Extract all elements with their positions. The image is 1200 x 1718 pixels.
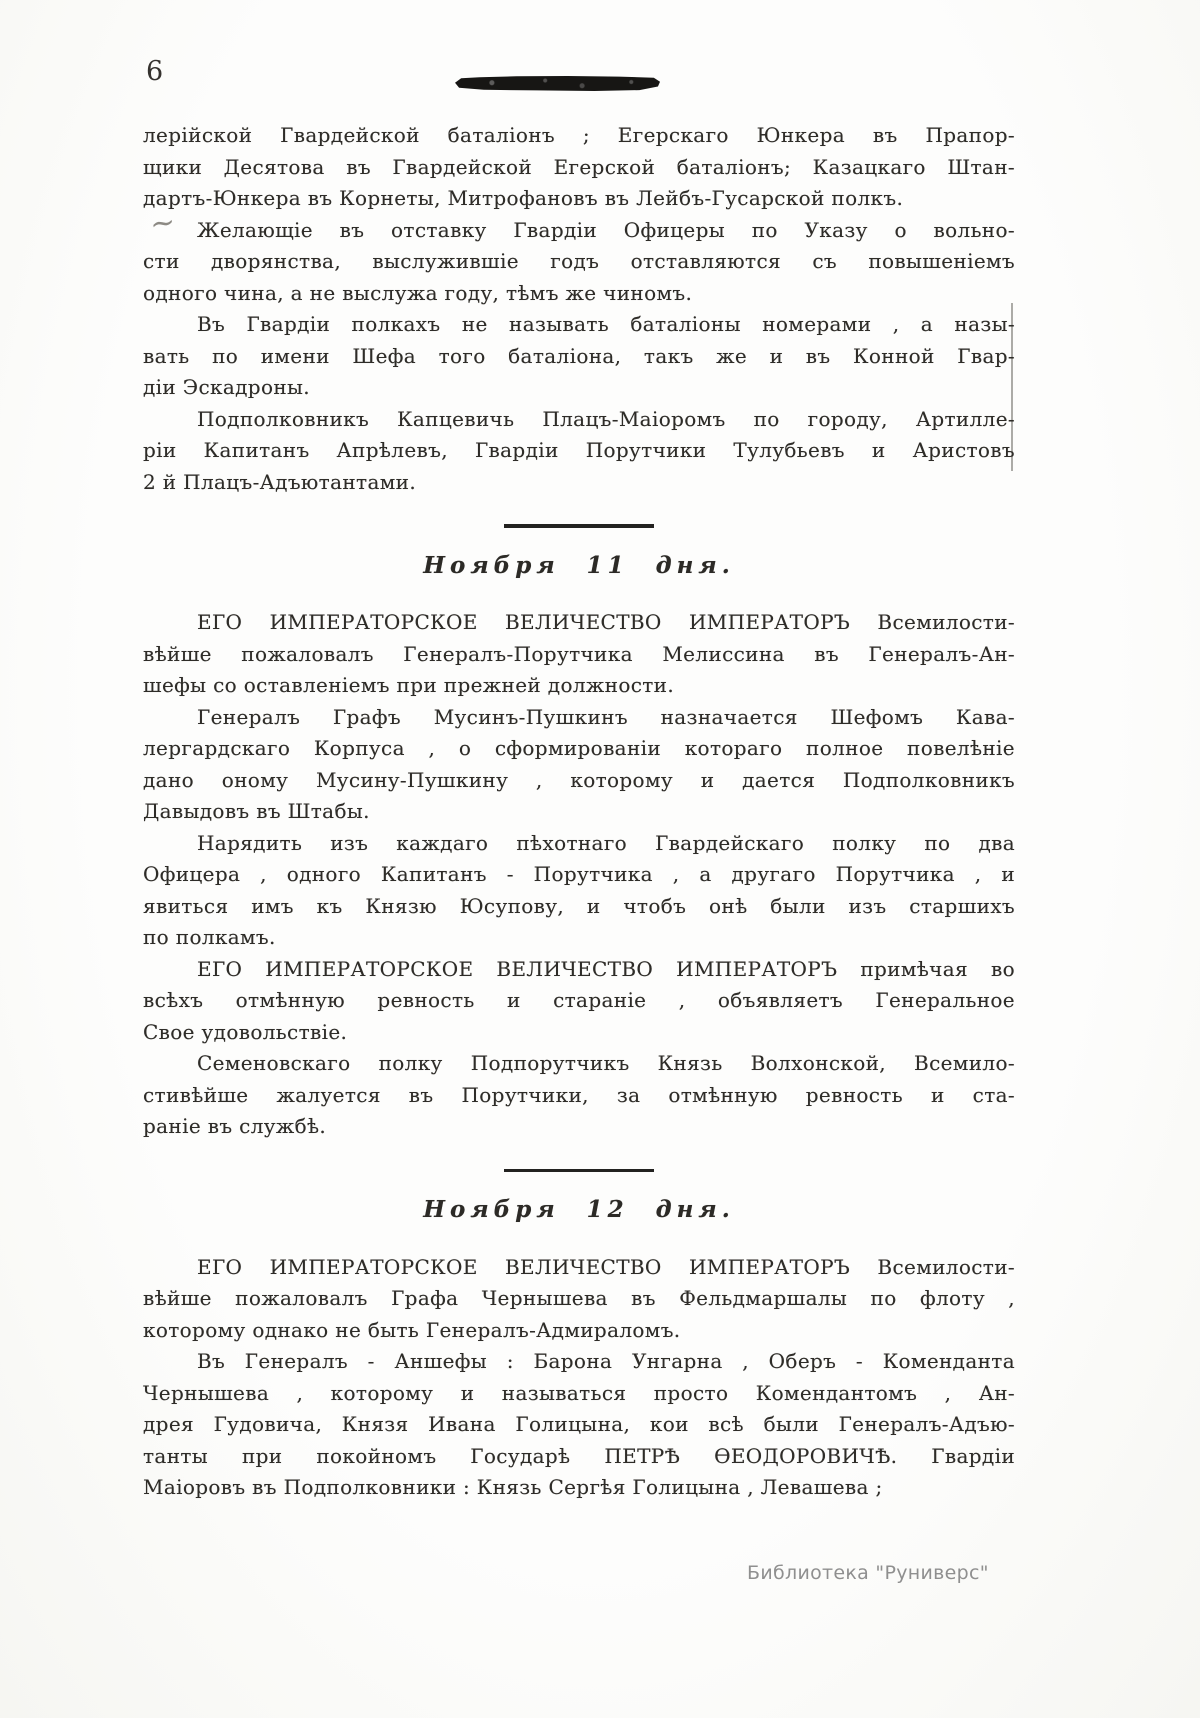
paragraph <box>143 1252 1015 1347</box>
text-line: танты при покойномъ Государѣ ПЕТРѢ ѲЕОДОРОВИЧѢ. Гвардіи <box>143 1443 1015 1468</box>
text-line: лергардскаго Корпуса , о сформированіи котораго полное повелѣніе <box>143 736 1015 760</box>
paragraph <box>143 607 1015 702</box>
text-line: Семеновскаго полку Подпорутчикъ Князь Волхонской, Всемило- <box>197 1051 1015 1075</box>
text-line: всѣхъ отмѣнную ревность и стараніе , объявляетъ Генеральное <box>143 988 1015 1012</box>
text-line: Въ Гвардіи полкахъ не называть баталіоны номерами , а назы- <box>197 312 1015 336</box>
paragraph <box>143 215 1015 310</box>
text-line: ЕГО ИМПЕРАТОРСКОЕ ВЕЛИЧЕСТВО ИМПЕРАТОРЪ Всемилости- <box>197 610 1015 634</box>
text-line: одного чина, а не выслужа году, тѣмъ же чиномъ. <box>143 280 693 305</box>
paragraph <box>143 309 1015 404</box>
text-line: дартъ-Юнкера въ Корнеты, Митрофановъ въ Лейбъ-Гусарской полкъ. <box>143 186 904 210</box>
section-heading-nov-11: Ноября 11 дня. <box>423 551 735 579</box>
text-line: дрея Гудовича, Князя Ивана Голицына, кои всѣ были Генералъ-Адъю- <box>143 1412 1015 1436</box>
text-line: щики Десятова въ Гвардейской Егерской баталіонъ; Казацкаго Штан- <box>143 154 1015 179</box>
text-line: по полкамъ. <box>143 925 276 949</box>
text-line: ЕГО ИМПЕРАТОРСКОЕ ВЕЛИЧЕСТВО ИМПЕРАТОРЪ Всемилости- <box>197 1254 1015 1279</box>
text-line: 2 й Плацъ-Адъютантами. <box>143 469 417 494</box>
text-line: Нарядить изъ каждаго пѣхотнаго Гвардейскаго полку по два <box>197 830 1015 855</box>
text-line: діи Эскадроны. <box>143 375 310 399</box>
text-line: Въ Генералъ - Аншефы : Барона Унгарна , Оберъ - Коменданта <box>197 1349 1015 1373</box>
text-line: Свое удовольствіе. <box>143 1019 348 1044</box>
library-watermark: Библиотека "Руниверс" <box>747 1562 989 1584</box>
text-line: вѣйше пожаловалъ Графа Чернышева въ Фельдмаршалы по флоту , <box>143 1286 1015 1310</box>
text-line: лерійской Гвардейской баталіонъ ; Егерскаго Юнкера въ Прапор- <box>143 123 1015 147</box>
margin-pen-mark: ~ <box>147 204 178 243</box>
text-line: Желающіе въ отставку Гвардіи Офицеры по Указу о вольно- <box>197 217 1015 242</box>
text-line: вать по имени Шефа того баталіона, такъ же и въ Конной Гвар- <box>143 343 1015 368</box>
ornament-bar-icon <box>455 76 660 91</box>
text-line: Давыдовъ въ Штабы. <box>143 799 370 823</box>
section-divider-rule <box>504 1169 654 1173</box>
text-line: сти дворянства, выслужившіе годъ отставляются съ повышеніемъ <box>143 249 1015 273</box>
paragraph <box>143 828 1015 954</box>
text-line: Подполковникъ Капцевичь Плацъ-Маіоромъ по городу, Артилле- <box>197 406 1015 431</box>
paragraph <box>143 120 1015 215</box>
text-line: шефы со оставленіемъ при прежней должности. <box>143 673 675 697</box>
text-line: стивѣйше жалуется въ Порутчики, за отмѣнную ревность и ста- <box>143 1082 1015 1107</box>
text-line: ріи Капитанъ Апрѣлевъ, Гвардіи Порутчики Тулубьевъ и Аристовъ <box>143 438 1015 462</box>
paragraph <box>143 404 1015 499</box>
text-block <box>143 120 1015 1504</box>
paragraph <box>143 1048 1015 1143</box>
text-line: ЕГО ИМПЕРАТОРСКОЕ ВЕЛИЧЕСТВО ИМПЕРАТОРЪ примѣчая во <box>197 956 1015 981</box>
header-ornament <box>455 76 660 91</box>
text-line: вѣйше пожаловалъ Генералъ-Порутчика Мелиссина въ Генералъ-Ан- <box>143 641 1015 666</box>
paragraph <box>143 954 1015 1049</box>
text-line: которому однако не быть Генералъ-Адмираломъ. <box>143 1317 681 1342</box>
text-line: Чернышева , которому и называться просто Комендантомъ , Ан- <box>143 1380 1015 1405</box>
section-heading-nov-12: Ноября 12 дня. <box>423 1196 735 1223</box>
paragraph <box>143 1346 1015 1504</box>
text-line: Маіоровъ въ Подполковники : Князь Сергѣя Голицына , Левашева ; <box>143 1475 883 1499</box>
paragraph <box>143 702 1015 828</box>
text-line: раніе въ службѣ. <box>143 1114 327 1138</box>
text-line: Генералъ Графъ Мусинъ-Пушкинъ назначается Шефомъ Кава- <box>197 704 1015 729</box>
text-line: дано оному Мусину-Пушкину , которому и дается Подполковникъ <box>143 767 1015 792</box>
text-line: явиться имъ къ Князю Юсупову, и чтобъ онѣ были изъ старшихъ <box>143 893 1015 918</box>
text-line: Офицера , одного Капитанъ - Порутчика , а другаго Порутчика , и <box>143 862 1015 886</box>
section-divider-rule <box>504 524 654 528</box>
page-number: 6 <box>146 56 164 87</box>
